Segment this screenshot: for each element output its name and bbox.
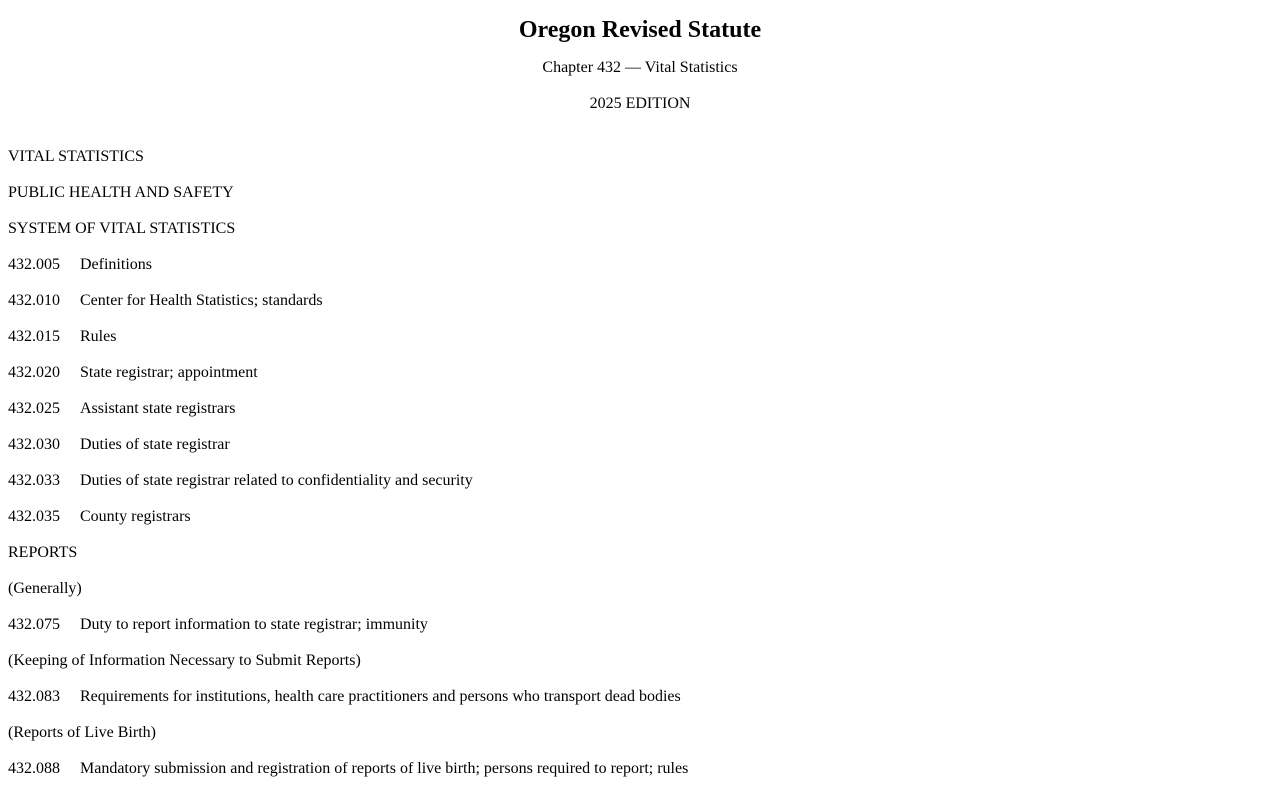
section-link[interactable]: Duty to report information to state registrar; immunity [80, 616, 428, 633]
section-row-432-088[interactable] [8, 760, 688, 796]
section-row-432-035[interactable] [8, 508, 688, 544]
section-number: 432.010 [8, 292, 60, 309]
subheading-generally [8, 580, 688, 616]
section-row-432-015[interactable] [8, 328, 688, 364]
subheading-text: (Keeping of Information Necessary to Submit Reports) [8, 652, 361, 669]
section-link[interactable]: Assistant state registrars [80, 400, 236, 417]
section-number: 432.088 [8, 760, 60, 777]
section-number: 432.083 [8, 688, 60, 705]
section-row-432-025[interactable] [8, 400, 688, 436]
section-number: 432.030 [8, 436, 60, 453]
table-of-contents [8, 148, 688, 796]
heading-text: VITAL STATISTICS [8, 148, 144, 165]
section-number: 432.035 [8, 508, 60, 525]
subheading-text: (Reports of Live Birth) [8, 724, 156, 741]
section-row-432-020[interactable] [8, 364, 688, 400]
section-link[interactable]: Duties of state registrar [80, 436, 230, 453]
section-link[interactable]: Rules [80, 328, 117, 345]
subheading-keeping-information [8, 652, 688, 688]
section-link[interactable]: Requirements for institutions, health care practitioners and persons who transport dead bodies [80, 688, 681, 705]
section-number: 432.025 [8, 400, 60, 417]
section-row-432-005[interactable] [8, 256, 688, 292]
section-link[interactable]: Duties of state registrar related to confidentiality and security [80, 472, 473, 489]
subheading-live-birth [8, 724, 688, 760]
section-link[interactable]: Definitions [80, 256, 152, 273]
heading-text: PUBLIC HEALTH AND SAFETY [8, 184, 234, 201]
section-link[interactable]: Mandatory submission and registration of reports of live birth; persons required to report; rules [80, 760, 689, 777]
page-title: Oregon Revised Statute [518, 17, 762, 43]
section-number: 432.075 [8, 616, 60, 633]
heading-reports [8, 544, 688, 580]
heading-public-health [8, 184, 688, 220]
heading-system [8, 220, 688, 256]
section-number: 432.033 [8, 472, 60, 489]
section-link[interactable]: State registrar; appointment [80, 364, 258, 381]
heading-text: SYSTEM OF VITAL STATISTICS [8, 220, 236, 237]
section-row-432-010[interactable] [8, 292, 688, 328]
edition-label: 2025 EDITION [589, 95, 691, 112]
subheading-text: (Generally) [8, 580, 82, 597]
heading-text: REPORTS [8, 544, 78, 561]
section-row-432-030[interactable] [8, 436, 688, 472]
section-link[interactable]: Center for Health Statistics; standards [80, 292, 323, 309]
section-row-432-033[interactable] [8, 472, 688, 508]
section-row-432-083[interactable] [8, 688, 688, 724]
section-link[interactable]: County registrars [80, 508, 191, 525]
section-number: 432.015 [8, 328, 60, 345]
section-row-432-075[interactable] [8, 616, 688, 652]
heading-vital-statistics [8, 148, 688, 184]
section-number: 432.020 [8, 364, 60, 381]
section-number: 432.005 [8, 256, 60, 273]
chapter-title: Chapter 432 — Vital Statistics [542, 59, 738, 76]
